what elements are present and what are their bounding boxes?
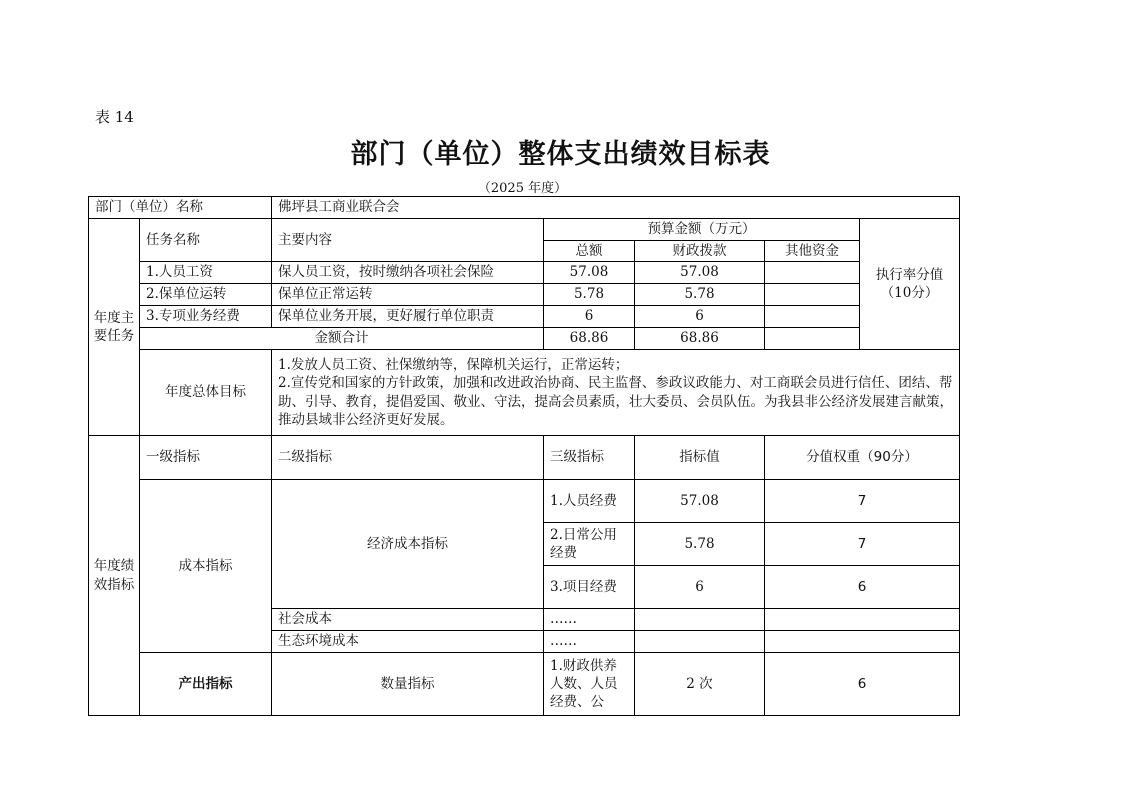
task-name: 2.保单位运转 bbox=[140, 284, 272, 306]
indicator-value: 5.78 bbox=[635, 523, 765, 566]
task-row bbox=[89, 284, 960, 306]
overall-goal-row bbox=[89, 350, 960, 436]
goal-paragraph: 2.宣传党和国家的方针政策，加强和改进政治协商、民主监督、参政议政能力、对工商联会员进行信任、团结、帮助、引导、教育，提倡爱国、敬业、守法，提高会员素质，壮大委员、会员队伍。为我县非公经济发展建言献策，推动县域非公经济更好发展。 bbox=[278, 375, 953, 428]
dept-name: 佛坪县工商业联合会 bbox=[272, 197, 960, 219]
task-other bbox=[765, 306, 860, 328]
task-fiscal: 6 bbox=[635, 306, 765, 328]
level3-item: 1.财政供养人数、人员经费、公 bbox=[544, 653, 635, 716]
eco-cost-weight bbox=[765, 631, 960, 653]
cost-indicator-label: 成本指标 bbox=[140, 480, 272, 653]
level3-header: 三级指标 bbox=[544, 436, 635, 480]
level2-header: 二级指标 bbox=[272, 436, 544, 480]
social-cost-value bbox=[635, 609, 765, 631]
eco-cost-value bbox=[635, 631, 765, 653]
dept-label: 部门（单位）名称 bbox=[89, 197, 272, 219]
indicator-weight: 6 bbox=[765, 566, 960, 609]
exec-rate-cell bbox=[860, 219, 960, 350]
task-fiscal: 5.78 bbox=[635, 284, 765, 306]
social-cost-label: 社会成本 bbox=[272, 609, 544, 631]
task-fiscal: 57.08 bbox=[635, 262, 765, 284]
eco-cost-label: 生态环境成本 bbox=[272, 631, 544, 653]
task-name-header: 任务名称 bbox=[140, 219, 272, 262]
task-header-row bbox=[89, 219, 960, 241]
quantity-indicator-label: 数量指标 bbox=[272, 653, 544, 716]
task-content: 保单位业务开展，更好履行单位职责 bbox=[272, 306, 544, 328]
indicator-value: 57.08 bbox=[635, 480, 765, 523]
overall-goal-text bbox=[272, 350, 960, 436]
other-header: 其他资金 bbox=[765, 241, 860, 262]
social-cost-weight bbox=[765, 609, 960, 631]
goal-paragraph: 1.发放人员工资、社保缴纳等，保障机关运行，正常运转； bbox=[278, 357, 629, 374]
performance-target-table bbox=[88, 196, 960, 716]
level3-item: 2.日常公用经费 bbox=[544, 523, 635, 566]
output-indicator-label: 产出指标 bbox=[140, 653, 272, 716]
document-title: 部门（单位）整体支出绩效目标表 bbox=[350, 139, 771, 170]
task-total: 57.08 bbox=[544, 262, 635, 284]
overall-goal-label: 年度总体目标 bbox=[140, 350, 272, 436]
indicator-weight: 7 bbox=[765, 480, 960, 523]
dept-row bbox=[89, 197, 960, 219]
task-row bbox=[89, 262, 960, 284]
task-row bbox=[89, 306, 960, 328]
indicator-weight: 7 bbox=[765, 523, 960, 566]
sum-label: 金额合计 bbox=[140, 328, 544, 350]
level3-item: 1.人员经费 bbox=[544, 480, 635, 523]
task-name: 3.专项业务经费 bbox=[140, 306, 272, 328]
table-number-label: 表 14 bbox=[95, 108, 134, 126]
fiscal-header: 财政拨款 bbox=[635, 241, 765, 262]
task-name: 1.人员工资 bbox=[140, 262, 272, 284]
indicator-value: 6 bbox=[635, 566, 765, 609]
task-other bbox=[765, 262, 860, 284]
sum-fiscal: 68.86 bbox=[635, 328, 765, 350]
sum-row bbox=[89, 328, 960, 350]
indicator-value: 2 次 bbox=[635, 653, 765, 716]
tasks-section-label: 年度主要任务 bbox=[89, 219, 140, 436]
sum-other bbox=[765, 328, 860, 350]
output-indicator-row bbox=[89, 653, 960, 716]
indicator-header-row bbox=[89, 436, 960, 480]
social-cost-level3: …… bbox=[544, 609, 635, 631]
fiscal-year: （2025 年度） bbox=[477, 181, 568, 196]
level1-header: 一级指标 bbox=[140, 436, 272, 480]
level3-item: 3.项目经费 bbox=[544, 566, 635, 609]
eco-cost-level3: …… bbox=[544, 631, 635, 653]
task-total: 5.78 bbox=[544, 284, 635, 306]
sum-total: 68.86 bbox=[544, 328, 635, 350]
task-total: 6 bbox=[544, 306, 635, 328]
economic-cost-label: 经济成本指标 bbox=[272, 480, 544, 609]
task-content: 保单位正常运转 bbox=[272, 284, 544, 306]
task-content: 保人员工资，按时缴纳各项社会保险 bbox=[272, 262, 544, 284]
value-header: 指标值 bbox=[635, 436, 765, 480]
task-other bbox=[765, 284, 860, 306]
cost-indicator-row bbox=[89, 480, 960, 523]
exec-rate-score: （10分） bbox=[880, 285, 939, 301]
budget-header: 预算金额（万元） bbox=[544, 219, 860, 241]
indicator-weight: 6 bbox=[765, 653, 960, 716]
total-header: 总额 bbox=[544, 241, 635, 262]
weight-header: 分值权重（90分） bbox=[765, 436, 960, 480]
exec-rate-label: 执行率分值 bbox=[875, 266, 944, 283]
indicators-section-label: 年度绩效指标 bbox=[89, 436, 140, 716]
task-content-header: 主要内容 bbox=[272, 219, 544, 262]
